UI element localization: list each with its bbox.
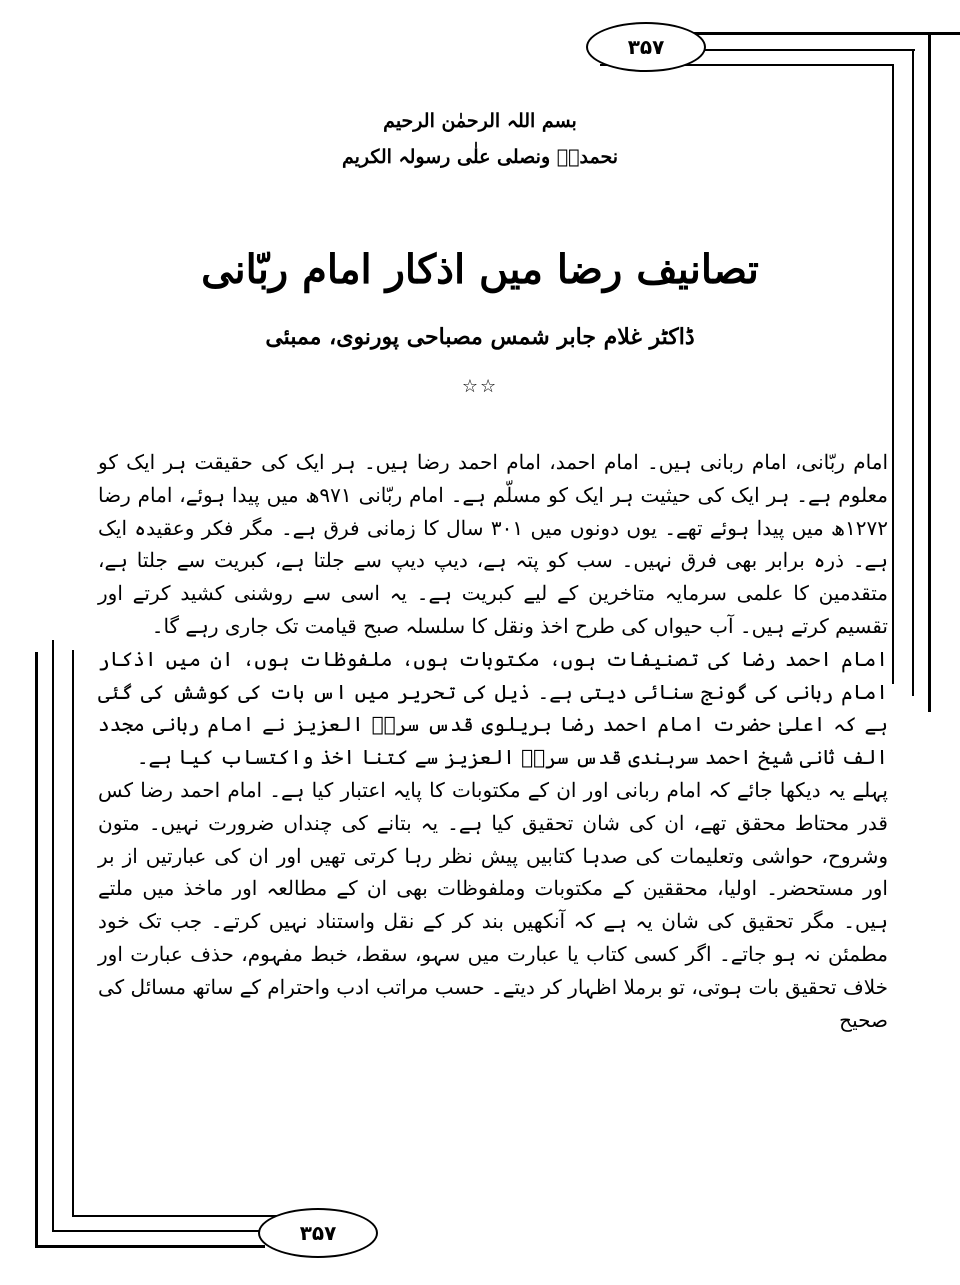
article-author: ڈاکٹر غلام جابر شمس مصباحی پورنوی، ممبئی	[265, 324, 695, 350]
paragraph: امام ربّانی، امام ربانی ہیں۔ امام احمد، امام احمد رضا ہیں۔ ہر ایک کی حقیقت ہر ایک کو معلوم ہے۔ ہر ایک کی حیثیت ہر ایک کو مسلّم ہے۔ امام ربّانی ۹۷۱ھ میں پیدا ہوئے، امام رضا ۱۲۷۲ھ میں پیدا ہوئے تھے۔ یوں دونوں میں ۳۰۱ سال کا زمانی فرق ہے۔ مگر فکر وعقیدہ ایک ہے۔ ذرہ برابر بھی فرق نہیں۔ سب کو پتہ ہے، دیپ دیپ سے جلتا ہے، کبریت سے جلتا ہے، متقدمین کا علمی سرمایہ متاخرین کے لیے کبریت ہے۔ یہ اسی سے روشنی کشید کرتے اور تقسیم کرتے ہیں۔ آب حیواں کی طرح اخذ ونقل کا سلسلہ صبح قیامت تک جاری رہے گا۔	[98, 450, 888, 638]
article-title: تصانیف رضا میں اذکار امام ربّانی	[201, 246, 759, 293]
paragraph: امام احمد رضا کی تصنیفات ہوں، مکتوبات ہوں، ملفوظات ہوں، ان میں اذکار امام ربانی کی گونج سنائی دیتی ہے۔ ذیل کی تحریر میں اس بات کی کوشش کی گئی ہے کہ اعلیٰ حضرت امام احمد رضا بریلوی قدس سرہٗ العزیز نے امام ربانی مجدد الف ثانی شیخ احمد سرہندی قدس سرہٗ العزیز سے کتنا اخذ واکتساب کیا ہے۔	[98, 646, 888, 770]
frame-line	[35, 652, 38, 1248]
separator-stars: ☆☆	[461, 376, 499, 397]
page-number-text: ۳۵۷	[299, 1221, 337, 1245]
article-body	[98, 446, 888, 1036]
page-number-bottom	[258, 1208, 378, 1258]
hamd-line: نحمدہٗ ونصلی علٰی رسولہ الکریم	[341, 146, 619, 168]
frame-line	[72, 650, 74, 1217]
frame-line	[928, 32, 931, 712]
page-number-top	[586, 22, 706, 72]
frame-line	[72, 1215, 277, 1217]
page-number-text: ۳۵۷	[627, 35, 665, 59]
frame-line	[52, 1230, 262, 1232]
paragraph: پہلے یہ دیکھا جائے کہ امام ربانی اور ان کے مکتوبات کا پایہ اعتبار کیا ہے۔ امام احمد رضا کس قدر محتاط محقق تھے، ان کی شان تحقیق کیا ہے۔ یہ بتانے کی چنداں ضرورت نہیں۔ متون وشروح، حواشی وتعلیمات کی صدہا کتابیں پیش نظر رہا کرتی تھیں اور ان کی عبارتیں از بر اور مستحضر۔ اولیا، محققین کے مکتوبات وملفوظات بھی ان کے مطالعہ اور ماخذ میں ملتے ہیں۔ مگر تحقیق کی شان یہ ہے کہ آنکھیں بند کر کے نقل واستناد نہیں کرتے۔ جب تک خود مطمئن نہ ہو جاتے۔ اگر کسی کتاب یا عبارت میں سہو، سقط، خبط مفہوم، حذف عبارت اور خلاف تحقیق بات ہوتی، تو برملا اظہار کر دیتے۔ حسب مراتب ادب واحترام کے ساتھ مسائل کی صحیح	[98, 777, 888, 1032]
frame-line	[52, 640, 54, 1232]
bismillah: بسم اللہ الرحمٰن الرحیم	[383, 110, 577, 132]
frame-line	[35, 1245, 265, 1248]
